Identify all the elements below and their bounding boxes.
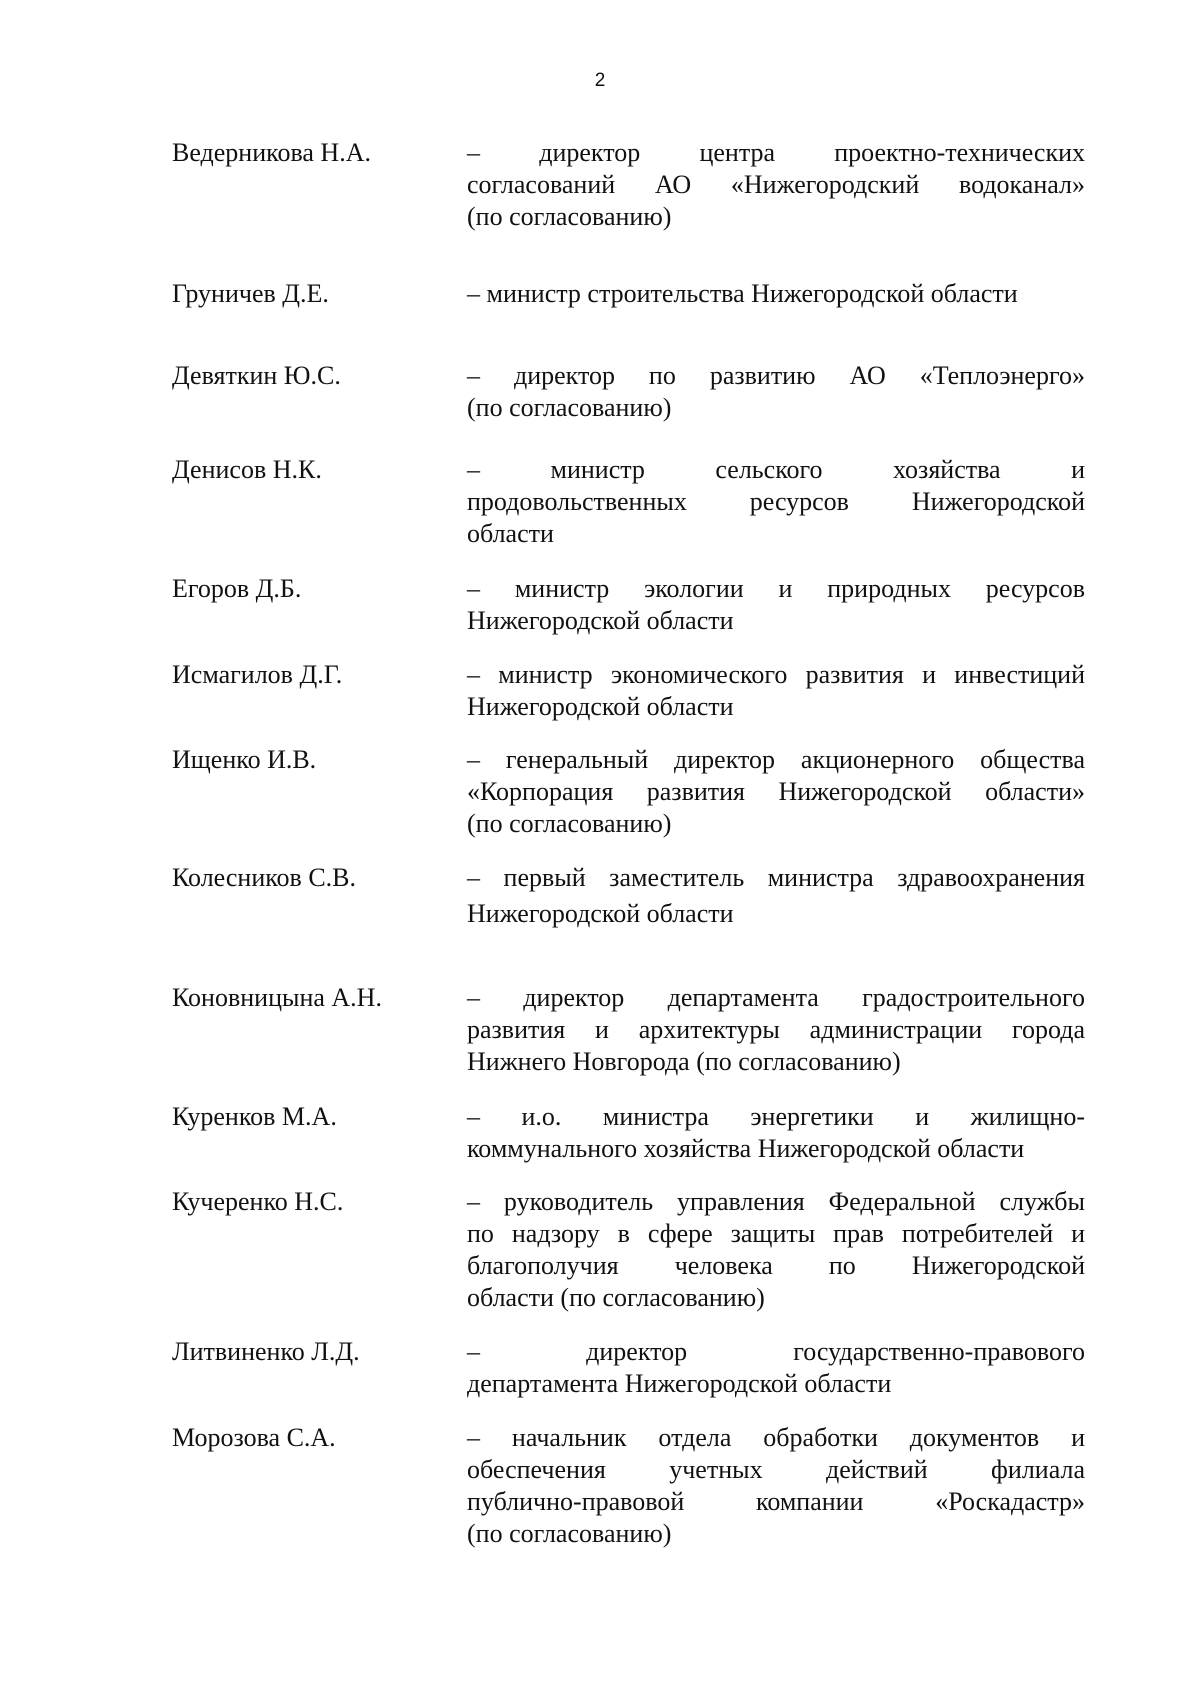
member-position [467, 1336, 1085, 1400]
position-line: – министр экологии и природных ресурсов [467, 574, 1085, 603]
member-name: Кучеренко Н.С. [172, 1187, 344, 1216]
member-position [467, 278, 1085, 310]
member-name: Исмагилов Д.Г. [172, 660, 343, 689]
position-line: коммунального хозяйства Нижегородской области [467, 1134, 1025, 1163]
position-line: обеспечения учетных действий филиала [467, 1455, 1085, 1484]
member-position [467, 744, 1085, 840]
member-name: Литвиненко Л.Д. [172, 1337, 360, 1366]
member-position [467, 982, 1085, 1078]
position-line: – руководитель управления Федеральной службы [467, 1187, 1085, 1216]
position-line: Нижегородской области [467, 899, 734, 928]
position-line: продовольственных ресурсов Нижегородской [467, 487, 1085, 516]
member-position [467, 360, 1085, 424]
position-line: – министр сельского хозяйства и [467, 455, 1085, 484]
position-line: – и.о. министра энергетики и жилищно- [467, 1102, 1085, 1131]
position-line: – генеральный директор акционерного общества [467, 745, 1085, 774]
position-line: – начальник отдела обработки документов и [467, 1423, 1085, 1452]
position-line: области (по согласованию) [467, 1283, 765, 1312]
position-line: (по согласованию) [467, 202, 672, 231]
member-position [467, 862, 1085, 930]
member-name: Коновницына А.Н. [172, 983, 382, 1012]
member-name: Егоров Д.Б. [172, 574, 302, 603]
position-line: (по согласованию) [467, 1519, 672, 1548]
position-line: – директор по развитию АО «Теплоэнерго» [467, 361, 1085, 390]
member-name: Девяткин Ю.С. [172, 361, 341, 390]
member-name: Денисов Н.К. [172, 455, 322, 484]
member-position [467, 659, 1085, 723]
member-name: Груничев Д.Е. [172, 279, 329, 308]
member-name: Ведерникова Н.А. [172, 138, 371, 167]
position-line: – министр строительства Нижегородской области [467, 279, 1018, 308]
member-position [467, 1422, 1085, 1550]
position-line: (по согласованию) [467, 393, 672, 422]
position-line: – министр экономического развития и инвестиций [467, 660, 1085, 689]
position-line: по надзору в сфере защиты прав потребителей и [467, 1219, 1085, 1248]
position-line: (по согласованию) [467, 809, 672, 838]
position-line: Нижегородской области [467, 692, 734, 721]
member-name: Морозова С.А. [172, 1423, 336, 1452]
position-line: области [467, 519, 554, 548]
position-line: развития и архитектуры администрации города [467, 1015, 1085, 1044]
position-line: – первый заместитель министра здравоохранения [467, 863, 1085, 892]
position-line: Нижнего Новгорода (по согласованию) [467, 1047, 901, 1076]
position-line: департамента Нижегородской области [467, 1369, 892, 1398]
position-line: Нижегородской области [467, 606, 734, 635]
position-line: – директор государственно-правового [467, 1337, 1085, 1366]
position-line: благополучия человека по Нижегородской [467, 1251, 1085, 1280]
member-position [467, 1101, 1085, 1165]
position-line: публично-правовой компании «Роскадастр» [467, 1487, 1085, 1516]
member-position [467, 573, 1085, 637]
position-line: – директор департамента градостроительного [467, 983, 1085, 1012]
member-position [467, 1186, 1085, 1314]
member-position [467, 137, 1085, 233]
member-name: Ищенко И.В. [172, 745, 317, 774]
member-name: Колесников С.В. [172, 863, 357, 892]
page-number: 2 [594, 70, 606, 91]
member-name: Куренков М.А. [172, 1102, 337, 1131]
member-position [467, 454, 1085, 550]
position-line: «Корпорация развития Нижегородской области» [467, 777, 1085, 806]
position-line: согласований АО «Нижегородский водоканал» [467, 170, 1085, 199]
position-line: – директор центра проектно-технических [467, 138, 1085, 167]
